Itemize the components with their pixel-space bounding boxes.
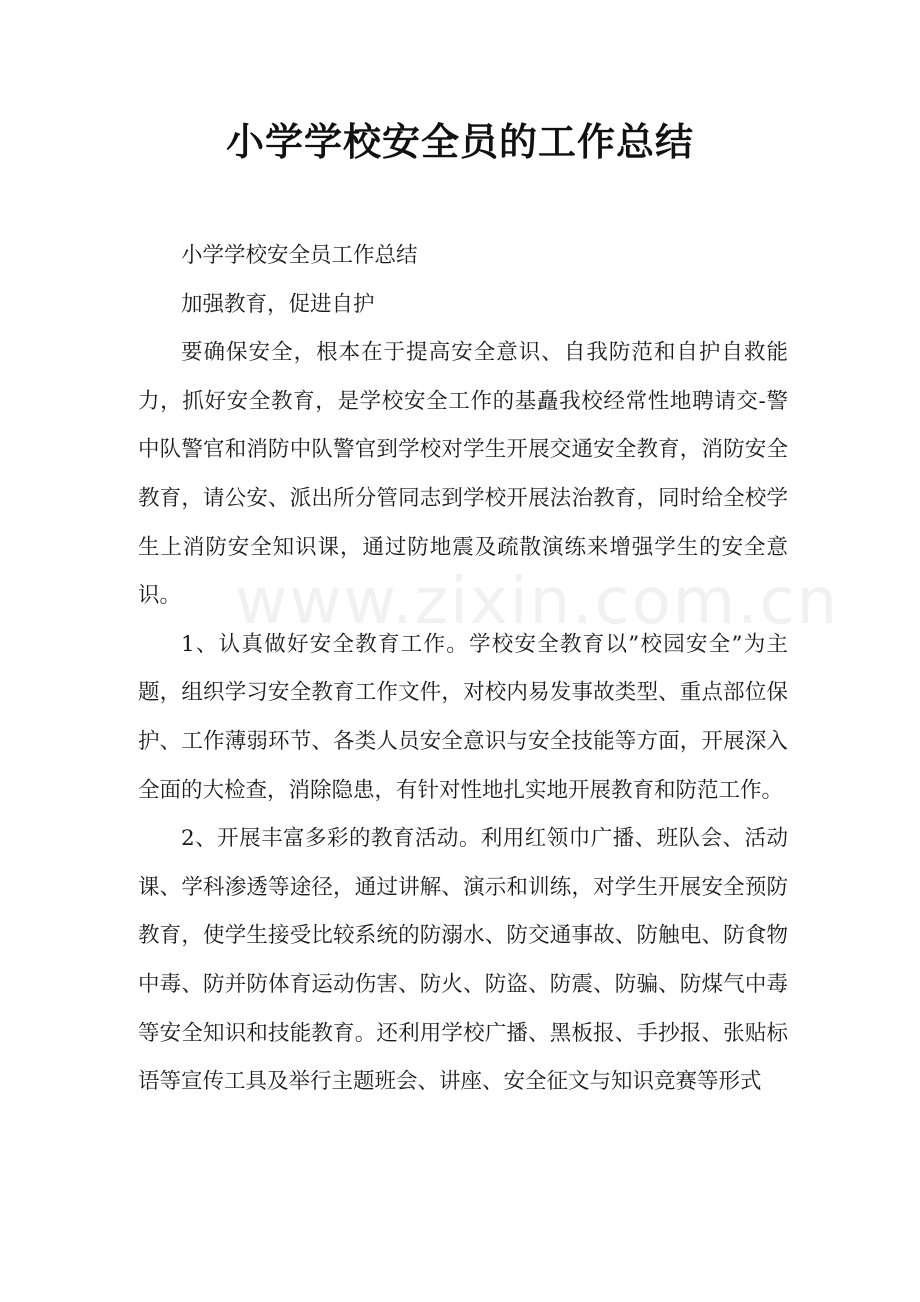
subsection-heading: 加强教育，促进自护 (181, 291, 375, 317)
watermark: www.zixin.com.cn (235, 565, 840, 639)
paragraph-item-2: 2、开展丰富多彩的教育活动。利用红领巾广播、班队会、活动课、学科渗透等途径，通过讲解、演示和训练，对学生开展安全预防教育，使学生接受比较系统的防溺水、防交通事故、防触电、防食物中毒、防并防体育运动伤害、防火、防盗、防震、防骗、防煤气中毒等安全知识和技能教育。还利用学校广播、黑板报、手抄报、张贴标语等宣传工具及举行主题班会、讲座、安全征文与知识竞赛等形式 (138, 826, 788, 1095)
paragraph-intro: 要确保安全，根本在于提高安全意识、自我防范和自护自救能力，抓好安全教育，是学校安全工作的基矗我校经常性地聘请交-警中队警官和消防中队警官到学校对学生开展交通安全教育，消防安全教育，请公安、派出所分管同志到学校开展法治教育，同时给全校学生上消防安全知识课，通过防地震及疏散演练来增强学生的安全意识。 (138, 340, 788, 609)
section-heading: 小学学校安全员工作总结 (181, 243, 418, 268)
document-body (138, 232, 840, 1107)
paragraph-item-1: 1、认真做好安全教育工作。学校安全教育以”校园安全”为主题，组织学习安全教育工作文件，对校内易发事故类型、重点部位保护、工作薄弱环节、各类人员安全意识与安全技能等方面，开展深入全面的大检查，消除隐患，有针对性地扎实地开展教育和防范工作。 (138, 631, 788, 803)
document-title: 小学学校安全员的工作总结 (225, 120, 694, 164)
